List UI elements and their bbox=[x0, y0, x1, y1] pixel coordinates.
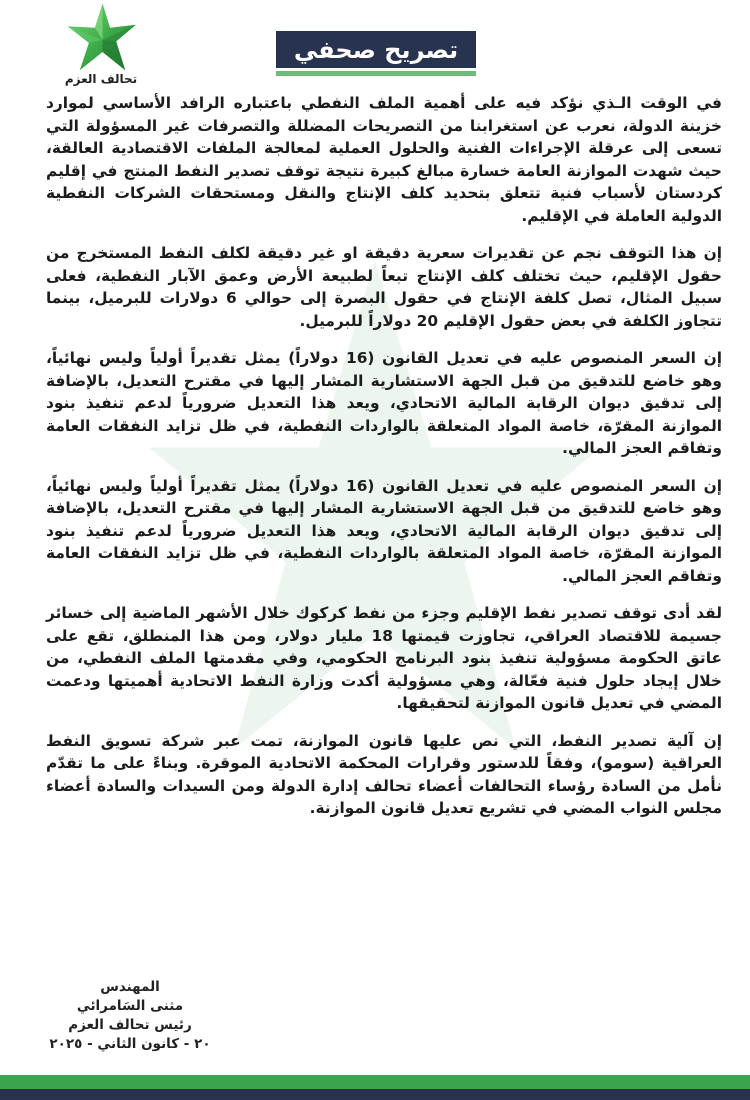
signatory-name: مثنى السَامرائي bbox=[76, 998, 184, 1014]
paragraph-6: إن آلية تصدير النفط، التي نص عليها قانون الموازنة، تمت عبر شركة تسويق النفط العراقية (سومو)، وفقاً للدستور وقرارات المحكمة الاتحادية الموقرة. وبناءً على ما تقدّم نأمل من السادة رؤساء التحالفات أعضاء تحالف إدارة الدولة ومن السيدات والسادة أعضاء مجلس النواب المضي في تشريع تعديل قانون الموازنة. bbox=[46, 731, 722, 817]
green-star-icon bbox=[63, 2, 139, 74]
signature-block bbox=[40, 978, 220, 1054]
paragraph-4: إن السعر المنصوص عليه في تعديل القانون (16 دولاراً) يمثل تقديراً أولياً وليس نهائياً، وهو خاضع للتدقيق من قبل الجهة الاستشارية المشار إليها في مقترح التعديل، بالإضافة إلى تدقيق ديوان الرقابة المالية الاتحادي، ويعد هذا التعديل ضرورياً لدعم تنفيذ بنود الموازنة المقرّة، خاصة المواد المتعلقة بالواردات النفطية، في ظل تزايد النفقات العامة وتفاقم العجز المالي. bbox=[46, 476, 722, 585]
paragraph-2: إن هذا التوقف نجم عن تقديرات سعرية دقيقة او غير دقيقة لكلف النفط المستخرج من حقول الإقليم، حيث تختلف كلف الإنتاج تبعاً لطبيعة الأرض وعمق الآبار النفطية، فعلى سبيل المثال، تصل كلفة الإنتاج في حقول البصرة إلى حوالي 6 دولارات للبرميل، بينما تتجاوز الكلفة في بعض حقول الإقليم 20 دولاراً للبرميل. bbox=[46, 244, 723, 330]
statement-date: ٢٠ - كانون الثاني - ٢٠٢٥ bbox=[49, 1036, 211, 1052]
alliance-logo bbox=[46, 2, 156, 92]
signatory-position: رئيس تحالف العزم bbox=[68, 1017, 192, 1033]
page-title: تصريح صحفي bbox=[276, 31, 476, 68]
document-header bbox=[0, 0, 750, 92]
statement-body bbox=[46, 92, 722, 820]
footer-navy-band bbox=[0, 1089, 750, 1100]
signatory-title: المهندس bbox=[100, 979, 160, 995]
paragraph-3: إن السعر المنصوص عليه في تعديل القانون (16 دولاراً) يمثل تقديراً أولياً وليس نهائياً، وهو خاضع للتدقيق من قبل الجهة الاستشارية المشار إليها في مقترح التعديل، بالإضافة إلى تدقيق ديوان الرقابة المالية الاتحادي، ويعد هذا التعديل ضرورياً لدعم تنفيذ بنود الموازنة المقرّة، خاصة المواد المتعلقة بالواردات النفطية، في ظل تزايد النفقات العامة وتفاقم العجز المالي. bbox=[46, 349, 722, 457]
footer-green-band bbox=[0, 1075, 750, 1089]
paragraph-1: في الوقت الـذي نؤكد فيه على أهمية الملف النفطي باعتباره الرافد الأساسي لموارد خزينة الدولة، نعرب عن استغرابنا من التصريحات المضللة والتصرفات غير المسؤولة التي تسعى إلى عرقلة الإجراءات الفنية والحلول العملية لمعالجة الملفات الاقتصادية العالقة، حيث شهدت الموازنة العامة خسارة مبالغ كبيرة نتيجة توقف تصدير النفط المنتج في إقليم كردستان لأسباب فنية تتعلق بتحديد كلف الإنتاج والنقل ومستحقات الشركات النفطية الدولية العاملة في الإقليم. bbox=[46, 94, 722, 225]
logo-text: تحالف العزم bbox=[64, 72, 138, 86]
title-underline bbox=[276, 71, 476, 76]
paragraph-5: لقد أدى توقف تصدير نفط الإقليم وجزء من نفط كركوك خلال الأشهر الماضية إلى خسائر جسيمة للاقتصاد العراقي، تجاوزت قيمتها 18 مليار دولار، ومن هذا المنطلق، تقع على عاتق الحكومة مسؤولية تنفيذ بنود البرنامج الحكومي، وفي مقدمتها الملف النفطي، من خلال إيجاد حلول فنية فعّالة، وهي مسؤولية أكدت وزارة النفط الاتحادية أهميتها ودعمت المضي في تعديل قانون الموازنة لتحقيقها. bbox=[46, 604, 722, 712]
